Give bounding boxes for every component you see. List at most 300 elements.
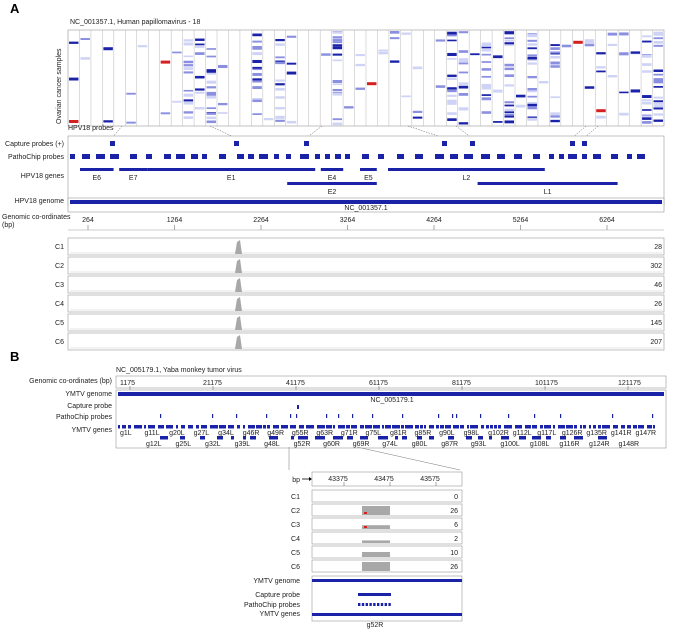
zoom-pathochip-mark (369, 603, 371, 606)
heatmap-cell (631, 89, 640, 92)
heatmap-cell (103, 47, 112, 50)
b-gene-label: g112L (512, 430, 532, 437)
heatmap-cell (321, 53, 330, 55)
heatmap-cell (333, 118, 342, 120)
b-pathochip-probe-mark (372, 414, 373, 418)
heatmap-cell (390, 37, 399, 39)
coverage-row-frame (68, 295, 664, 312)
b-gene-bar (181, 425, 185, 429)
heatmap-cell (505, 105, 514, 107)
heatmap-cell (550, 47, 559, 50)
heatmap-cell (459, 86, 468, 89)
pathochip-probe-mark (362, 154, 369, 159)
b-gene-bar (602, 425, 610, 429)
heatmap-cell (505, 101, 514, 103)
b-gene-label: g74L (382, 441, 398, 448)
zoom-coverage-value: 6 (454, 522, 458, 529)
heatmap-cell (550, 62, 559, 65)
b-gene-label: g135R (586, 430, 608, 437)
b-gene-bar (201, 425, 207, 429)
coverage-row-label: C2 (55, 263, 64, 270)
zoom-coverage-label: C1 (291, 494, 300, 501)
zoom-tick-label: 43375 (328, 476, 348, 483)
heatmap-cell (493, 121, 502, 123)
heatmap-cell (550, 120, 559, 122)
heatmap-cell (596, 52, 605, 54)
heatmap-cell-high (367, 82, 376, 85)
zoom-coverage-mismatch (364, 512, 367, 514)
coverage-row-value: 302 (650, 263, 662, 270)
heatmap-cell (252, 34, 261, 37)
heatmap-cell (195, 92, 204, 94)
heatmap-cell (207, 56, 216, 58)
b-gene-label: g12L (146, 441, 162, 448)
b-pathochip-probe-mark (402, 414, 403, 418)
gene-bar-e2 (287, 182, 377, 185)
heatmap-cell (184, 111, 193, 113)
b-pathochip-probe-mark (456, 414, 457, 418)
b-gene-bar (460, 425, 464, 429)
pathochip-probe-mark (378, 154, 384, 159)
b-gene-bar (158, 425, 164, 429)
gene-label-e7: E7 (128, 175, 138, 182)
gene-label-e4: E4 (327, 175, 337, 182)
panel-b-title: NC_005179.1, Yaba monkey tumor virus (116, 367, 242, 374)
heatmap-cell (642, 63, 651, 66)
coverage-row-value: 46 (654, 282, 662, 289)
heatmap-cell (207, 86, 216, 88)
b-gene-label: g46R (242, 430, 260, 437)
heatmap-cell (654, 41, 663, 44)
hpv18-genome-name: NC_001357.1 (344, 205, 388, 212)
heatmap-cell (654, 102, 663, 105)
capture-probe-mark (470, 141, 475, 146)
heatmap-cell (207, 107, 216, 109)
coord-tick-label: 4264 (426, 217, 442, 224)
gene-bar-l2 (388, 168, 545, 171)
b-gene-label: g81R (390, 430, 407, 437)
heatmap-cell (596, 116, 605, 119)
heatmap-cell (207, 113, 216, 115)
b-gene-bar (122, 425, 126, 429)
b-gene-bar (494, 425, 497, 429)
zoom-coverage-value: 26 (450, 564, 458, 571)
b-gene-bar (290, 425, 296, 429)
heatmap-cell (413, 111, 422, 113)
b-gene-bar (558, 425, 565, 429)
heatmap-cell (482, 68, 491, 71)
b-gene-label: g116R (559, 441, 580, 448)
b-gene-bar (160, 436, 168, 440)
b-gene-bar (365, 425, 372, 429)
b-gene-bar (299, 425, 304, 429)
heatmap-cell (642, 41, 651, 43)
heatmap-cell (333, 39, 342, 41)
heatmap-cell (436, 85, 445, 88)
heatmap-cell (527, 47, 536, 49)
heatmap-cell (138, 45, 147, 47)
b-gene-bar (566, 425, 573, 429)
gene-bar-e4 (321, 168, 343, 171)
heatmap-cell (654, 74, 663, 76)
pathochip-probe-mark (397, 154, 404, 159)
heatmap-cell (184, 94, 193, 97)
heatmap-cell (195, 76, 204, 78)
b-coord-tick-label: 1175 (120, 380, 136, 387)
heatmap-cell (527, 40, 536, 42)
pathochip-probe-mark (219, 154, 226, 159)
heatmap-cell (218, 65, 227, 68)
b-gene-bar (219, 425, 226, 429)
heatmap-cell (447, 112, 456, 115)
b-pathochip-probe-mark (326, 414, 327, 418)
b-gene-label: g11L (144, 430, 160, 437)
coverage-row-label: C4 (55, 301, 64, 308)
b-gene-bar (267, 425, 270, 429)
heatmap-cell (505, 31, 514, 34)
heatmap-cell (527, 107, 536, 110)
coord-tick-label: 3264 (339, 217, 356, 224)
b-gene-label: g25L (175, 441, 192, 448)
heatmap-cell (516, 105, 525, 108)
b-gene-bar (647, 425, 652, 429)
heatmap-cell (527, 88, 536, 90)
b-gene-bar (574, 425, 577, 429)
zoom-pathochip-mark (362, 603, 364, 606)
heatmap-cell (585, 44, 594, 47)
b-gene-bar (360, 425, 364, 429)
b-gene-bar (373, 425, 380, 429)
heatmap-cell (333, 54, 342, 56)
gene-label-l1: L1 (543, 189, 552, 196)
heatmap-cell (333, 41, 342, 43)
panel-a-coverage (55, 238, 664, 350)
zoom-genome-bar (312, 579, 462, 582)
b-gene-bar (593, 425, 596, 429)
pathochip-probe-mark (627, 154, 632, 159)
genomic-coords-unit: (bp) (2, 222, 15, 229)
zoom-capture-probe-label: Capture probe (255, 592, 300, 599)
b-gene-bar (420, 425, 423, 429)
b-gene-label: g48L (264, 441, 280, 448)
heatmap-cell (596, 71, 605, 73)
ymtv-genome-label: YMTV genome (65, 391, 112, 398)
heatmap-cell (654, 45, 663, 47)
heatmap-cell (447, 100, 456, 103)
b-gene-bar (166, 425, 173, 429)
heatmap-cell (516, 95, 525, 98)
b-gene-label: g98L (463, 430, 480, 437)
b-gene-bar (148, 425, 155, 429)
heatmap-cell (654, 113, 663, 115)
b-coord-tick-label: 21175 (203, 380, 222, 387)
pathochip-probe-mark (611, 154, 618, 159)
heatmap-cell (275, 96, 284, 99)
b-gene-bar (470, 425, 478, 429)
b-coord-tick-label: 101175 (535, 380, 558, 387)
b-gene-bar (553, 425, 555, 429)
coverage-row-value: 145 (650, 320, 662, 327)
heatmap-cell-high (69, 120, 78, 123)
heatmap-cell (69, 42, 78, 44)
b-gene-label: g55R (291, 430, 309, 437)
zoom-connector (289, 447, 460, 470)
b-pathochip-probe-mark (560, 414, 561, 418)
zoom-coverage (291, 490, 462, 572)
b-gene-bar (176, 425, 178, 429)
capture-probe-mark (582, 141, 587, 146)
b-gene-bar (333, 425, 335, 429)
pathochip-probe-mark (130, 154, 137, 159)
bp-arrow-head-icon (309, 477, 312, 481)
gene-bar-e7 (119, 168, 147, 171)
b-gene-bar (415, 425, 419, 429)
heatmap-cell (69, 78, 78, 81)
heatmap-cell (390, 60, 399, 62)
heatmap-cell (493, 55, 502, 58)
heatmap-cell (459, 31, 468, 33)
heatmap-cell (447, 118, 456, 121)
heatmap-cell (447, 32, 456, 34)
b-gene-label: g90L (439, 430, 455, 437)
b-gene-bar (540, 425, 543, 429)
b-capture-probe-label: Capture probe (67, 403, 112, 410)
heatmap-cell (654, 120, 663, 122)
b-gene-bar (453, 425, 459, 429)
hpv18-genome-bar (70, 200, 662, 204)
b-pathochip-probe-mark (296, 414, 297, 418)
heatmap-cell (470, 53, 479, 55)
b-gene-bar (424, 425, 426, 429)
b-gene-bar (326, 425, 332, 429)
ymtv-genome-name: NC_005179.1 (370, 397, 414, 404)
heatmap-cell (275, 56, 284, 58)
heatmap-cell (184, 90, 193, 92)
zoom-pathochip-mark (373, 603, 375, 606)
pathochip-probe-mark (202, 154, 207, 159)
heatmap-cell (482, 42, 491, 45)
coverage-row-label: C3 (55, 282, 64, 289)
zoom-ymtv-genome-label: YMTV genome (253, 578, 300, 585)
heatmap-cell (161, 112, 170, 114)
coverage-row-value: 207 (650, 339, 662, 346)
heatmap-cell (333, 44, 342, 46)
zoom-gene-name: g52R (366, 622, 384, 629)
zoom-pathochip-mark (385, 603, 387, 606)
heatmap-cell (333, 46, 342, 49)
b-capture-probe-track (297, 405, 299, 409)
b-gene-label: g32L (205, 441, 221, 448)
b-gene-bar (436, 425, 439, 429)
heatmap-cell (527, 96, 536, 98)
heatmap-cell (447, 75, 456, 77)
heatmap-cell (459, 122, 468, 124)
heatmap-cell (378, 50, 387, 52)
pathochip-probe-mark (481, 154, 490, 159)
b-gene-bar (237, 425, 240, 429)
heatmap-cell (333, 60, 342, 62)
zoom-ymtv-genes-label: YMTV genes (259, 611, 300, 618)
heatmap-cell (447, 95, 456, 97)
b-pathochip-probe-mark (508, 414, 509, 418)
heatmap-cell (482, 97, 491, 100)
heatmap-cell (287, 63, 296, 65)
heatmap-cell (195, 88, 204, 90)
heatmap-cell (459, 108, 468, 111)
heatmap-cell (252, 78, 261, 80)
zoom-coverage-label: C2 (291, 508, 300, 515)
b-gene-bar (621, 425, 625, 429)
pathochip-probe-mark (110, 154, 119, 159)
heatmap-cell (459, 93, 468, 96)
b-gene-label: g93L (470, 441, 487, 448)
heatmap-cell (252, 46, 261, 48)
heatmap-cell (207, 81, 216, 84)
zoom-coverage-block (362, 552, 390, 557)
heatmap-cell-high (161, 61, 170, 64)
heatmap-cell (252, 73, 261, 76)
heatmap-cell (275, 88, 284, 91)
heatmap-cell (642, 121, 651, 124)
heatmap-cell (505, 37, 514, 39)
b-gene-bar (486, 425, 489, 429)
b-gene-bar (382, 425, 384, 429)
heatmap-cell (527, 104, 536, 106)
heatmap-cell (401, 95, 410, 97)
heatmap-cell (505, 64, 514, 67)
heatmap-cell (642, 95, 651, 98)
coverage-row-label: C1 (55, 244, 64, 251)
heatmap-cell (619, 32, 628, 35)
heatmap-cell (195, 45, 204, 48)
coverage-row-label: C5 (55, 320, 64, 327)
b-coord-tick-label: 41175 (286, 380, 305, 387)
heatmap-cell (596, 66, 605, 68)
heatmap-cell (275, 39, 284, 41)
heatmap-cell (642, 70, 651, 72)
zoom-pathochip-mark (388, 603, 390, 606)
coord-tick-label: 6264 (599, 217, 615, 224)
zoom-tick-label: 43575 (420, 476, 440, 483)
heatmap-cell (527, 54, 536, 56)
panel-a-coordinate-ticks (68, 217, 675, 230)
coverage-row-value: 28 (654, 244, 662, 251)
b-gene-bar (633, 425, 637, 429)
gene-label-e5: E5 (364, 175, 373, 182)
pathochip-probe-mark (549, 154, 554, 159)
heatmap-cell (172, 101, 181, 103)
gene-bar-e6 (80, 168, 114, 171)
zoom-coverage-block (362, 540, 390, 543)
coverage-row-label: C6 (55, 339, 64, 346)
panel-b-letter: B (10, 349, 20, 364)
heatmap-cell (654, 100, 663, 102)
zoom-coverage-mismatch (364, 526, 367, 528)
coverage-row-frame (68, 257, 664, 274)
zoom-tick-label: 43475 (374, 476, 394, 483)
heatmap-cell (252, 80, 261, 82)
pathochip-probe-mark (82, 154, 90, 159)
b-coords-frame (116, 376, 666, 388)
heatmap-cell (527, 118, 536, 121)
b-gene-bar (515, 425, 522, 429)
pathochip-probe-mark (514, 154, 522, 159)
heatmap-cell (654, 78, 663, 81)
b-pathochip-probe-mark (452, 414, 453, 418)
zoom-coverage-label: C4 (291, 536, 300, 543)
heatmap-cell (527, 57, 536, 60)
heatmap-cell (333, 80, 342, 83)
heatmap-cell (333, 123, 342, 126)
heatmap-cell (252, 98, 261, 100)
zoom-pathochip-track (358, 603, 391, 606)
b-pathochip-probe-mark (290, 414, 291, 418)
pathochip-probe-mark (248, 154, 254, 159)
b-gene-label: g87R (441, 441, 459, 448)
heatmap-cell (562, 45, 571, 48)
pathochip-probes-label: PathoChip probes (7, 154, 64, 161)
heatmap-cell (447, 102, 456, 105)
b-gene-bar (263, 425, 266, 429)
b-gene-label: g102R (488, 430, 509, 437)
heatmap-cell (550, 44, 559, 46)
heatmap-cell (195, 44, 204, 46)
heatmap-cell (184, 99, 193, 101)
b-gene-bar (589, 425, 591, 429)
b-gene-bar (481, 425, 484, 429)
b-gene-bar (196, 425, 199, 429)
heatmap-cell (333, 36, 342, 38)
b-gene-label: g141R (610, 430, 632, 437)
b-gene-bar (317, 425, 325, 429)
zoom-coverage-block (362, 562, 390, 571)
pathochip-probe-mark (274, 154, 279, 159)
heatmap-cell (482, 76, 491, 78)
heatmap-cell (505, 109, 514, 112)
heatmap-cell (252, 86, 261, 89)
heatmap-cell (401, 33, 410, 35)
panel-a-letter: A (10, 1, 20, 16)
heatmap-cell (550, 112, 559, 115)
heatmap-cell (275, 80, 284, 82)
b-gene-label: g1L (120, 430, 132, 437)
b-gene-label: g52R (293, 441, 311, 448)
heatmap-cell (550, 115, 559, 117)
heatmap-cell (505, 40, 514, 42)
b-coord-tick-label: 81175 (452, 380, 471, 387)
b-gene-bar (580, 425, 582, 429)
heatmap-cell (482, 84, 491, 87)
b-pathochip-probe-mark (212, 414, 213, 418)
zoom-coverage-frame (312, 490, 462, 502)
heatmap-cell (505, 42, 514, 44)
b-gene-bar (351, 425, 357, 429)
heatmap-cell (527, 43, 536, 45)
heatmap-cell (447, 53, 456, 56)
b-pathochip-probes-label: PathoChip probes (55, 414, 112, 421)
capture-probe-mark (234, 141, 239, 146)
b-gene-bar (638, 425, 644, 429)
hpv18-probes-label: HPV18 probes (68, 125, 114, 132)
heatmap-cell (505, 68, 514, 70)
b-coord-tick-label: 61175 (369, 380, 388, 387)
heatmap-cell (482, 54, 491, 56)
heatmap-cell (608, 44, 617, 46)
pathochip-probe-mark (300, 154, 309, 159)
heatmap-cell (356, 64, 365, 66)
pathochip-probe-mark (435, 154, 444, 159)
zoom-gene-bar (312, 613, 462, 616)
